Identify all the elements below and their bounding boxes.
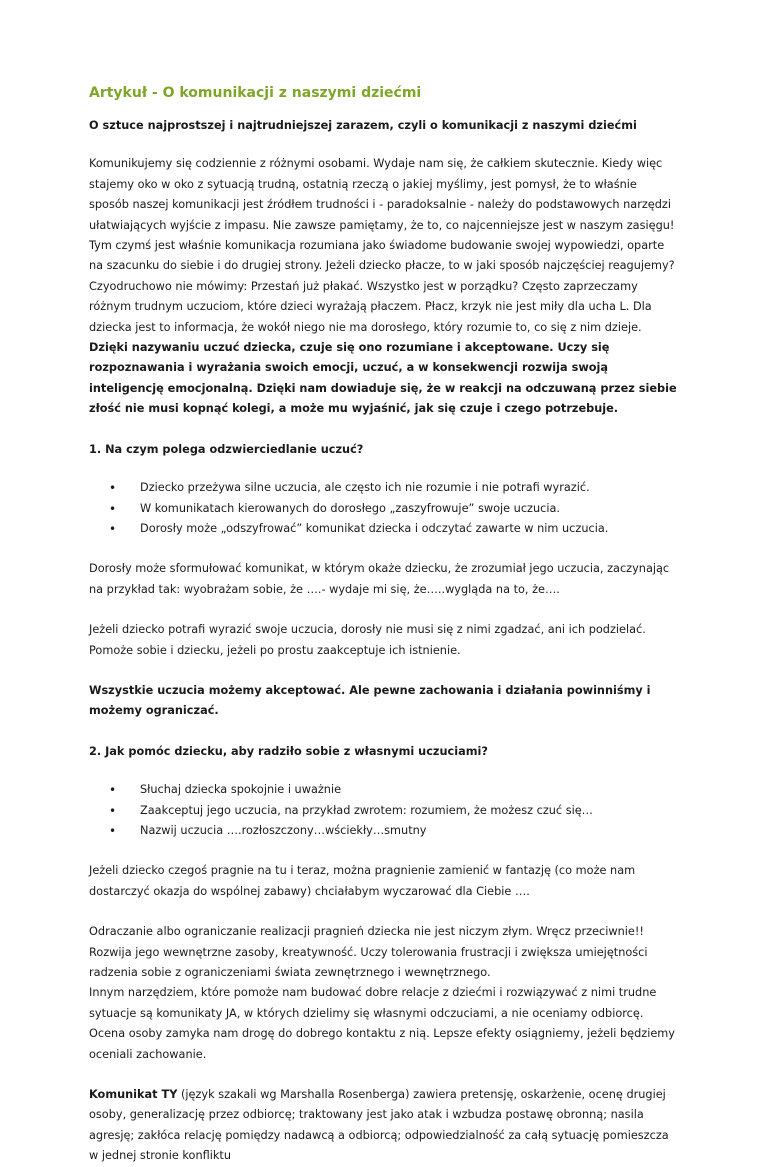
- article-subtitle: O sztuce najprostszej i najtrudniejszej zarazem, czyli o komunikacji z naszymi dziećmi: [89, 119, 637, 132]
- section1-bold-paragraph: Wszystkie uczucia możemy akceptować. Ale pewne zachowania i działania powinniśmy i możemy ograniczać.: [89, 683, 651, 718]
- section1-paragraph-1: Dorosły może sformułować komunikat, w którym okaże dziecku, że zrozumiał jego uczucia, zaczynając na przykład tak: wyobrażam sobie, że ….- wydaje mi się, że…..wygląda na to, że….: [89, 562, 670, 596]
- section2-paragraph-3: Innym narzędziem, które pomoże nam budować dobre relacje z dziećmi i rozwiązywać z nimi trudne sytuacje są komunikaty JA, w których dzielimy się własnymi odczuciami, a nie oceniamy odbiorcę. Ocena osoby zamyka nam drogę do dobrego kontaktu z nią. Lepsze efekty osiągniemy, jeżeli będziemy oceniali zachowanie.: [89, 986, 675, 1061]
- section1-list: [89, 478, 678, 539]
- section2-paragraph-2: Odraczanie albo ograniczanie realizacji pragnień dziecka nie jest niczym złym. Wręcz przeciwnie!! Rozwija jego wewnętrzne zasoby, kreatywność. Uczy tolerowania frustracji i zwiększa umiejętności radzenia sobie z ograniczeniami świata zewnętrznego i wewnętrznego.: [89, 925, 648, 979]
- list-item: • Zaakceptuj jego uczucia, na przykład zwrotem: rozumiem, że możesz czuć się…: [109, 801, 678, 821]
- komunikat-ty-term: Komunikat TY: [89, 1088, 178, 1102]
- list-item: • Dziecko przeżywa silne uczucia, ale często ich nie rozumie i nie potrafi wyrazić.: [109, 478, 678, 498]
- list-item: • Słuchaj dziecka spokojnie i uważnie: [109, 780, 678, 800]
- komunikat-ty-description: (język szakali wg Marshalla Rosenberga) zawiera pretensję, oskarżenie, ocenę drugiej osoby, generalizację przez odbiorcę; traktowany jest jako atak i wzbudza postawę obronną; nasila agresję; zakłóca relację pomiędzy nadawcą a odbiorcą; odpowiedzialność za całą sytuację pomieszcza w jednej stronie konfliktu: [89, 1088, 669, 1163]
- page-title: Artykuł - O komunikacji z naszymi dziećmi: [89, 85, 422, 101]
- list-item: • W komunikatach kierowanych do dorosłego „zaszyfrowuje” swoje uczucia.: [109, 499, 678, 519]
- intro-bold-paragraph: Dzięki nazywaniu uczuć dziecka, czuje się ono rozumiane i akceptowane. Uczy się rozpoznawania i wyrażania swoich emocji, uczuć, a w konsekwencji rozwija swoją inteligencję emocjonalną. Dzięki nam dowiaduje się, że w reakcji na odczuwaną przez siebie złość nie musi kopnąć kolegi, a może mu wyjaśnić, jak się czuje i czego potrzebuje.: [89, 341, 677, 416]
- list-item: • Nazwij uczucia ….rozłoszczony…wściekły…smutny: [109, 821, 678, 841]
- intro-paragraph: Komunikujemy się codziennie z różnymi osobami. Wydaje nam się, że całkiem skutecznie. Kiedy więc stajemy oko w oko z sytuacją trudną, ostatnią rzeczą o jakiej myślimy, jest pomysł, że to właśnie sposób naszej komunikacji jest źródłem trudności i - paradoksalnie - należy do podstawowych narzędzi ułatwiających wyjście z impasu. Nie zawsze pamiętamy, że to, co najcenniejsze jest w naszym zasięgu! Tym czymś jest właśnie komunikacja rozumiana jako świadome budowanie swojej wypowiedzi, oparte na szacunku do siebie i do drugiej strony. Jeżeli dziecko płacze, to w jaki sposób najczęściej reagujemy? Czyodruchowo nie mówimy: Przestań już płakać. Wszystko jest w porządku? Często zaprzeczamy różnym trudnym uczuciom, które dzieci wyrażają płaczem. Płacz, krzyk nie jest miły dla ucha L. Dla dziecka jest to informacja, że wokół niego nie ma dorosłego, który rozumie to, co się z nim dzieje.: [89, 157, 675, 334]
- section1-heading: 1. Na czym polega odzwierciedlanie uczuć?: [89, 442, 364, 456]
- section2-heading: 2. Jak pomóc dziecku, aby radziło sobie z własnymi uczuciami?: [89, 744, 488, 758]
- section2-paragraph-4: [89, 1085, 678, 1167]
- section2-paragraph-1: Jeżeli dziecko czegoś pragnie na tu i teraz, można pragnienie zamienić w fantazję (co może nam dostarczyć okazja do wspólnej zabawy) chciałabym wyczarować dla Ciebie ….: [89, 864, 636, 898]
- section1-paragraph-2: Jeżeli dziecko potrafi wyrazić swoje uczucia, dorosły nie musi się z nimi zgadzać, ani ich podzielać. Pomoże sobie i dziecku, jeżeli po prostu zaakceptuje ich istnienie.: [89, 623, 646, 657]
- list-item: • Dorosły może „odszyfrować” komunikat dziecka i odczytać zawarte w nim uczucia.: [109, 519, 678, 539]
- section2-list: [89, 780, 678, 841]
